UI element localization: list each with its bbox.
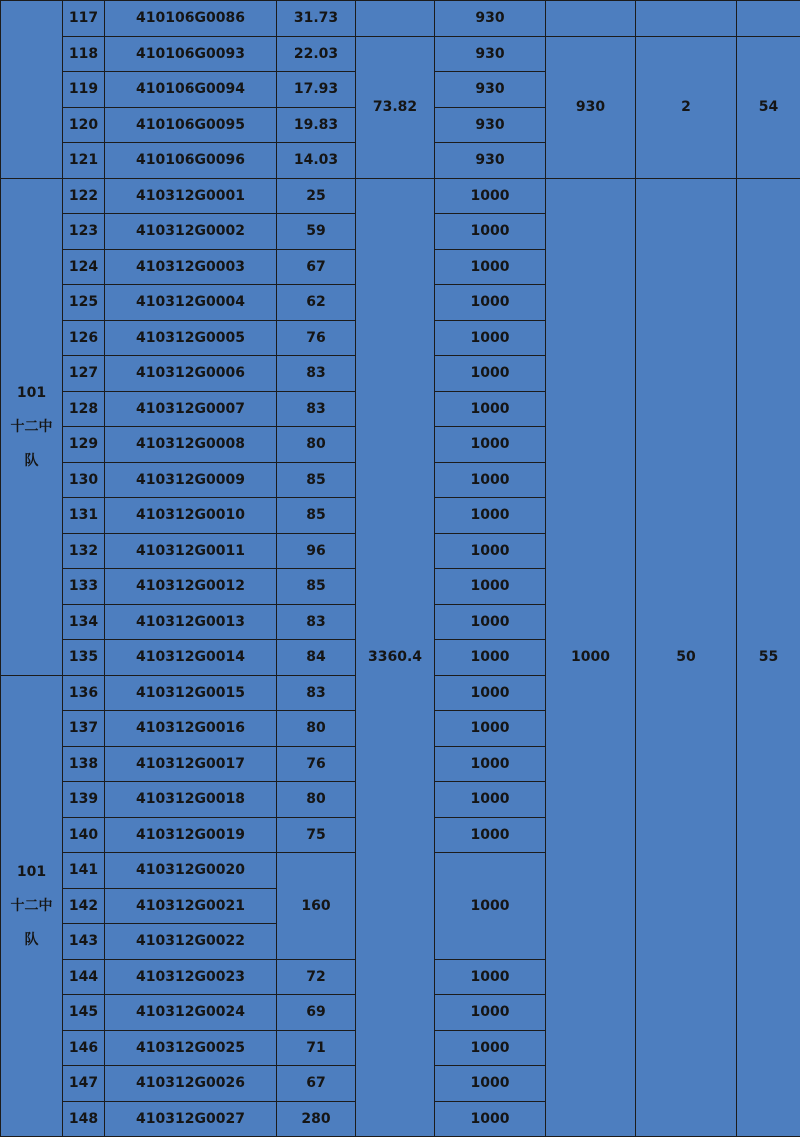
parcel-area: 72 (277, 959, 356, 995)
row-number: 133 (63, 569, 105, 605)
row-number: 147 (63, 1066, 105, 1102)
parcel-code: 410312G0012 (105, 569, 277, 605)
row-number: 144 (63, 959, 105, 995)
starting-price: 1000 (435, 320, 546, 356)
row-number: 128 (63, 391, 105, 427)
parcel-code: 410312G0026 (105, 1066, 277, 1102)
row-number: 142 (63, 888, 105, 924)
bid-increment-blank (636, 1, 737, 37)
starting-price: 1000 (435, 462, 546, 498)
row-number: 138 (63, 746, 105, 782)
row-number: 132 (63, 533, 105, 569)
parcel-area: 19.83 (277, 107, 356, 143)
parcel-area: 67 (277, 1066, 356, 1102)
parcel-area: 96 (277, 533, 356, 569)
parcel-area: 85 (277, 569, 356, 605)
unit-line: 队 (24, 452, 39, 469)
parcel-area: 85 (277, 462, 356, 498)
starting-price: 930 (435, 143, 546, 179)
parcel-area: 31.73 (277, 1, 356, 37)
parcel-code: 410312G0013 (105, 604, 277, 640)
parcel-code: 410312G0025 (105, 1030, 277, 1066)
parcel-code: 410106G0096 (105, 143, 277, 179)
starting-price: 1000 (435, 604, 546, 640)
parcel-area: 67 (277, 249, 356, 285)
unified-price: 930 (546, 36, 636, 178)
starting-price: 1000 (435, 356, 546, 392)
parcel-code: 410312G0006 (105, 356, 277, 392)
parcel-area: 14.03 (277, 143, 356, 179)
parcel-area: 280 (277, 1101, 356, 1137)
parcel-code: 410312G0024 (105, 995, 277, 1031)
parcel-code: 410312G0019 (105, 817, 277, 853)
row-number: 135 (63, 640, 105, 676)
parcel-area: 69 (277, 995, 356, 1031)
parcel-code: 410312G0027 (105, 1101, 277, 1137)
starting-price: 930 (435, 1, 546, 37)
parcel-code: 410312G0010 (105, 498, 277, 534)
unified-price-blank (546, 1, 636, 37)
starting-price: 930 (435, 72, 546, 108)
unit-line: 101 (16, 384, 47, 401)
row-number: 118 (63, 36, 105, 72)
parcel-area: 80 (277, 782, 356, 818)
parcel-code: 410106G0095 (105, 107, 277, 143)
parcel-code: 410312G0007 (105, 391, 277, 427)
starting-price: 1000 (435, 746, 546, 782)
parcel-area: 80 (277, 711, 356, 747)
row-number: 124 (63, 249, 105, 285)
unit-line: 十二中 (10, 418, 53, 435)
unit-line: 101 (16, 863, 47, 880)
unit-line: 队 (24, 931, 39, 948)
starting-price: 930 (435, 36, 546, 72)
parcel-code: 410312G0011 (105, 533, 277, 569)
subtotal-area: 73.82 (356, 36, 435, 178)
parcel-area: 84 (277, 640, 356, 676)
parcel-area: 25 (277, 178, 356, 214)
row-number: 141 (63, 853, 105, 889)
row-number: 123 (63, 214, 105, 250)
starting-price: 1000 (435, 285, 546, 321)
parcel-code: 410106G0086 (105, 1, 277, 37)
starting-price: 1000 (435, 498, 546, 534)
parcel-code: 410312G0022 (105, 924, 277, 960)
parcel-code: 410312G0020 (105, 853, 277, 889)
parcel-area: 83 (277, 391, 356, 427)
row-number: 129 (63, 427, 105, 463)
parcel-area: 75 (277, 817, 356, 853)
table-row (1, 178, 800, 214)
parcel-code: 410312G0017 (105, 746, 277, 782)
row-number: 130 (63, 462, 105, 498)
unit-line: 十二中 (10, 897, 53, 914)
unified-price: 1000 (546, 178, 636, 1137)
row-number: 119 (63, 72, 105, 108)
starting-price: 1000 (435, 711, 546, 747)
starting-price: 1000 (435, 782, 546, 818)
row-number: 117 (63, 1, 105, 37)
parcel-area: 62 (277, 285, 356, 321)
starting-price: 1000 (435, 427, 546, 463)
parcel-area: 83 (277, 356, 356, 392)
row-number: 145 (63, 995, 105, 1031)
row-number: 143 (63, 924, 105, 960)
row-number: 120 (63, 107, 105, 143)
parcel-code: 410312G0016 (105, 711, 277, 747)
unit-cell-a (1, 1, 63, 179)
margin: 55 (737, 178, 800, 1137)
starting-price: 1000 (435, 249, 546, 285)
starting-price: 1000 (435, 675, 546, 711)
starting-price: 1000 (435, 959, 546, 995)
starting-price: 1000 (435, 1066, 546, 1102)
parcel-area: 85 (277, 498, 356, 534)
row-number: 146 (63, 1030, 105, 1066)
starting-price: 1000 (435, 640, 546, 676)
parcel-code: 410312G0003 (105, 249, 277, 285)
starting-price: 1000 (435, 569, 546, 605)
parcel-area: 83 (277, 675, 356, 711)
row-number: 122 (63, 178, 105, 214)
row-number: 140 (63, 817, 105, 853)
row-number: 148 (63, 1101, 105, 1137)
parcel-code: 410312G0014 (105, 640, 277, 676)
parcel-code: 410312G0021 (105, 888, 277, 924)
margin: 54 (737, 36, 800, 178)
row-number: 126 (63, 320, 105, 356)
unit-cell-c (1, 675, 63, 1137)
parcel-code: 410312G0009 (105, 462, 277, 498)
parcel-code: 410312G0008 (105, 427, 277, 463)
table-row (1, 36, 800, 72)
starting-price: 930 (435, 107, 546, 143)
starting-price: 1000 (435, 1030, 546, 1066)
bid-increment: 2 (636, 36, 737, 178)
margin-blank (737, 1, 800, 37)
parcel-code: 410106G0094 (105, 72, 277, 108)
parcel-code: 410312G0023 (105, 959, 277, 995)
starting-price: 1000 (435, 178, 546, 214)
parcel-code: 410312G0002 (105, 214, 277, 250)
parcel-code: 410312G0018 (105, 782, 277, 818)
row-number: 139 (63, 782, 105, 818)
starting-price: 1000 (435, 214, 546, 250)
parcel-code: 410312G0004 (105, 285, 277, 321)
row-number: 136 (63, 675, 105, 711)
starting-price-merged: 1000 (435, 853, 546, 960)
parcel-area-merged: 160 (277, 853, 356, 960)
parcel-area: 80 (277, 427, 356, 463)
bid-increment: 50 (636, 178, 737, 1137)
row-number: 127 (63, 356, 105, 392)
row-number: 134 (63, 604, 105, 640)
parcel-area: 59 (277, 214, 356, 250)
row-number: 121 (63, 143, 105, 179)
parcel-area: 76 (277, 746, 356, 782)
parcel-area: 22.03 (277, 36, 356, 72)
starting-price: 1000 (435, 391, 546, 427)
starting-price: 1000 (435, 533, 546, 569)
subtotal-area: 3360.4 (356, 178, 435, 1137)
parcel-area: 83 (277, 604, 356, 640)
parcel-area: 71 (277, 1030, 356, 1066)
parcel-area: 17.93 (277, 72, 356, 108)
row-number: 131 (63, 498, 105, 534)
table-row (1, 1, 800, 37)
parcel-code: 410312G0015 (105, 675, 277, 711)
row-number: 137 (63, 711, 105, 747)
starting-price: 1000 (435, 1101, 546, 1137)
subtotal-area-blank (356, 1, 435, 37)
parcel-area: 76 (277, 320, 356, 356)
unit-cell-b (1, 178, 63, 675)
parcel-code: 410312G0005 (105, 320, 277, 356)
row-number: 125 (63, 285, 105, 321)
starting-price: 1000 (435, 995, 546, 1031)
parcel-code: 410312G0001 (105, 178, 277, 214)
parcel-code: 410106G0093 (105, 36, 277, 72)
starting-price: 1000 (435, 817, 546, 853)
